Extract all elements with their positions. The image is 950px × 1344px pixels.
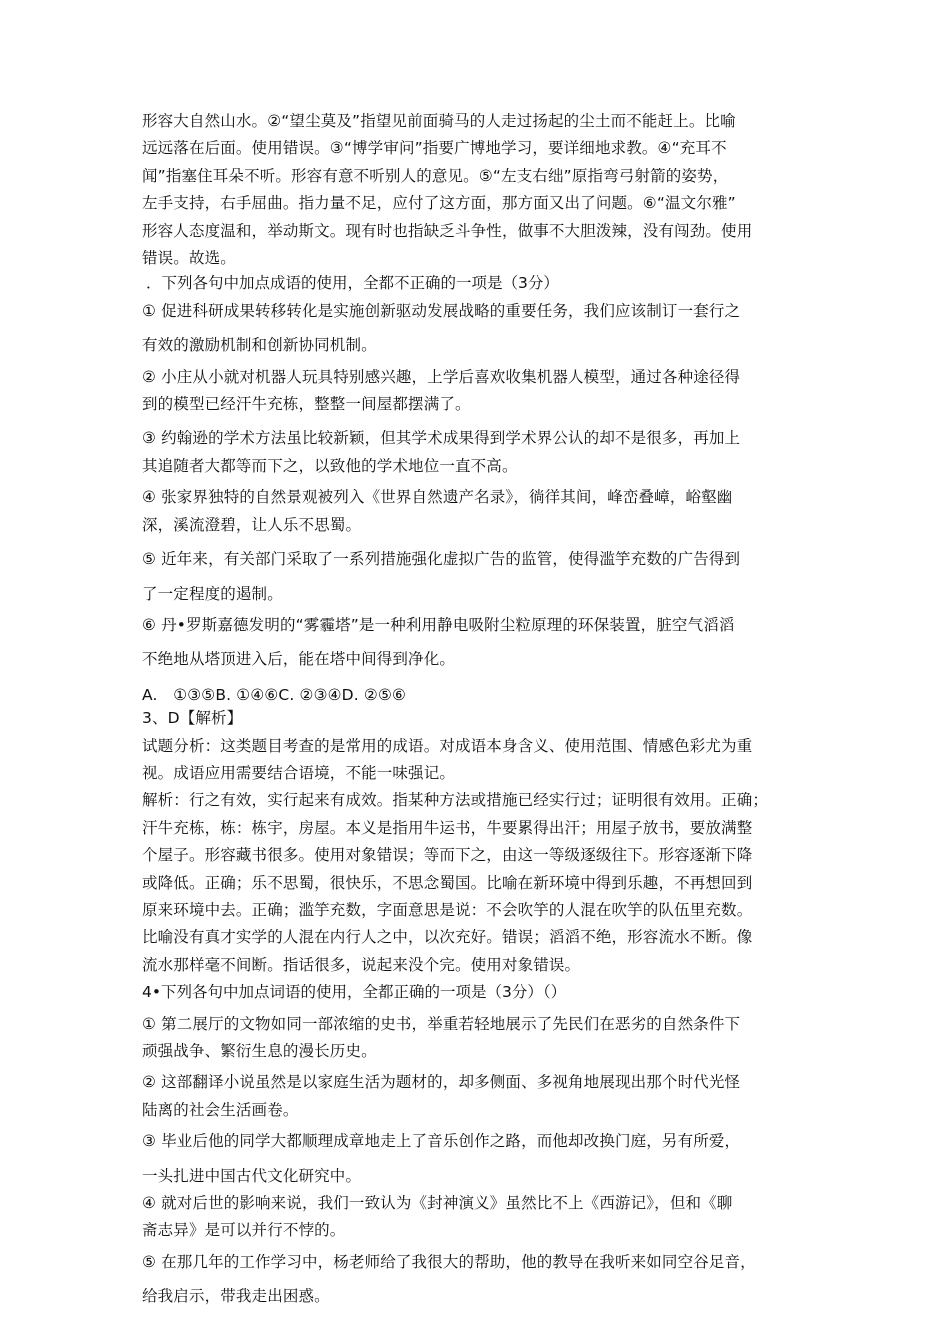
option-line: 深，溪流澄碧，让人乐不思蜀。 bbox=[142, 515, 362, 534]
option-line: ④ 张家界独特的自然景观被列入《世界自然遗产名录》，徜徉其间，峰峦叠嶂，峪壑幽 bbox=[142, 488, 733, 507]
option-line: ② 这部翻译小说虽然是以家庭生活为题材的，却多侧面、多视角地展现出那个时代光怪 bbox=[142, 1073, 741, 1092]
answer-heading: 3、D【解析】 bbox=[142, 709, 243, 728]
option-line: ⑥ 丹•罗斯嘉德发明的“雾霾塔”是一种利用静电吸附尘粒原理的环保装置，脏空气滔滔 bbox=[142, 615, 735, 634]
option-line: 了一定程度的遏制。 bbox=[142, 584, 283, 603]
text-line: 左手支持，右手屈曲。指力量不足，应付了这方面，那方面又出了问题。⑥“温文尔雅” bbox=[142, 194, 736, 213]
option-line: ⑤ 在那几年的工作学习中，杨老师给了我很大的帮助，他的教导在我听来如同空谷足音， bbox=[142, 1252, 756, 1271]
option-line: 陆离的社会生活画卷。 bbox=[142, 1100, 299, 1119]
analysis-line: 汗牛充栋，栋：栋宇，房屋。本义是指用牛运书，牛要累得出汗；用屋子放书，要放满整 bbox=[142, 818, 753, 837]
option-line: 斋志异》是可以并行不悖的。 bbox=[142, 1221, 346, 1240]
text-line: 形容人态度温和，举动斯文。现有时也指缺乏斗争性，做事不大胆泼辣，没有闯劲。使用 bbox=[142, 221, 753, 240]
option-line: ④ 就对后世的影响来说，我们一致认为《封神演义》虽然比不上《西游记》，但和《聊 bbox=[142, 1194, 733, 1213]
analysis-line: 个屋子。形容藏书很多。使用对象错误；等而下之，由这一等级逐级往下。形容逐渐下降 bbox=[142, 846, 753, 865]
text-line: 远远落在后面。使用错误。③“博学审问”指要广博地学习，要详细地求教。④“充耳不 bbox=[142, 139, 727, 158]
option-line: ① 第二展厅的文物如同一部浓缩的史书，举重若轻地展示了先民们在恶劣的自然条件下 bbox=[142, 1014, 741, 1033]
option-line: 顽强战争、繁衍生息的漫长历史。 bbox=[142, 1042, 377, 1060]
analysis-line: 或降低。正确；乐不思蜀，很快乐，不思念蜀国。比喻在新环境中得到乐趣，不再想回到 bbox=[142, 873, 753, 892]
option-line: ② 小庄从小就对机器人玩具特别感兴趣，上学后喜欢收集机器人模型，通过各种途径得 bbox=[142, 367, 741, 386]
option-line: 到的模型已经汗牛充栋，整整一间屋都摆满了。 bbox=[142, 395, 471, 414]
option-line: ① 促进科研成果转移转化是实施创新驱动发展战略的重要任务，我们应该制订一套行之 bbox=[142, 301, 741, 320]
analysis-line: 比喻没有真才实学的人混在内行人之中，以次充好。错误；滔滔不绝，形容流水不断。像 bbox=[142, 928, 753, 947]
option-line: 一头扎进中国古代文化研究中。 bbox=[142, 1166, 362, 1185]
option-line: 其追随者大都等而下之，以致他的学术地位一直不高。 bbox=[142, 456, 518, 475]
option-line: 有效的激励机制和创新协同机制。 bbox=[142, 336, 377, 355]
analysis-line: 视。成语应用需要结合语境，不能一味强记。 bbox=[142, 763, 456, 782]
document-page bbox=[142, 110, 822, 1309]
analysis-line: 解析：行之有效，实行起来有成效。指某种方法或措施已经实行过；证明很有效用。正确； bbox=[142, 791, 769, 810]
option-line: ⑤ 近年来，有关部门采取了一系列措施强化虚拟广告的监管，使得滥竽充数的广告得到 bbox=[142, 550, 741, 569]
option-line: 给我启示，带我走出困惑。 bbox=[142, 1287, 330, 1306]
question-4-stem: 4•下列各句中加点词语的使用，全都正确的一项是（3分）（） bbox=[142, 983, 567, 1002]
analysis-line: 流水那样毫不间断。指话很多，说起来没个完。使用对象错误。 bbox=[142, 955, 581, 974]
question-3-stem: ．下列各句中加点成语的使用，全都不正确的一项是（3分） bbox=[146, 274, 559, 293]
text-line: 闻”指塞住耳朵不听。形容有意不听别人的意见。⑤“左支右绌”原指弯弓射箭的姿势， bbox=[142, 166, 729, 185]
answer-choices: A. ①③⑤B. ①④⑥C. ②③④D. ②⑤⑥ bbox=[142, 685, 407, 704]
text-line: 错误。故选。 bbox=[142, 249, 236, 268]
option-line: 不绝地从塔顶进入后，能在塔中间得到净化。 bbox=[142, 650, 456, 669]
analysis-line: 试题分析：这类题目考查的是常用的成语。对成语本身含义、使用范围、情感色彩尤为重 bbox=[142, 736, 753, 755]
option-line: ③ 毕业后他的同学大都顺理成章地走上了音乐创作之路，而他却改换门庭，另有所爱， bbox=[142, 1132, 741, 1151]
analysis-line: 原来环境中去。正确；滥竽充数，字面意思是说：不会吹竽的人混在吹竽的队伍里充数。 bbox=[142, 900, 753, 919]
text-line: 形容大自然山水。②“望尘莫及”指望见前面骑马的人走过扬起的尘土而不能赶上。比喻 bbox=[142, 112, 736, 130]
option-line: ③ 约翰逊的学术方法虽比较新颖，但其学术成果得到学术界公认的却不是很多，再加上 bbox=[142, 429, 741, 448]
